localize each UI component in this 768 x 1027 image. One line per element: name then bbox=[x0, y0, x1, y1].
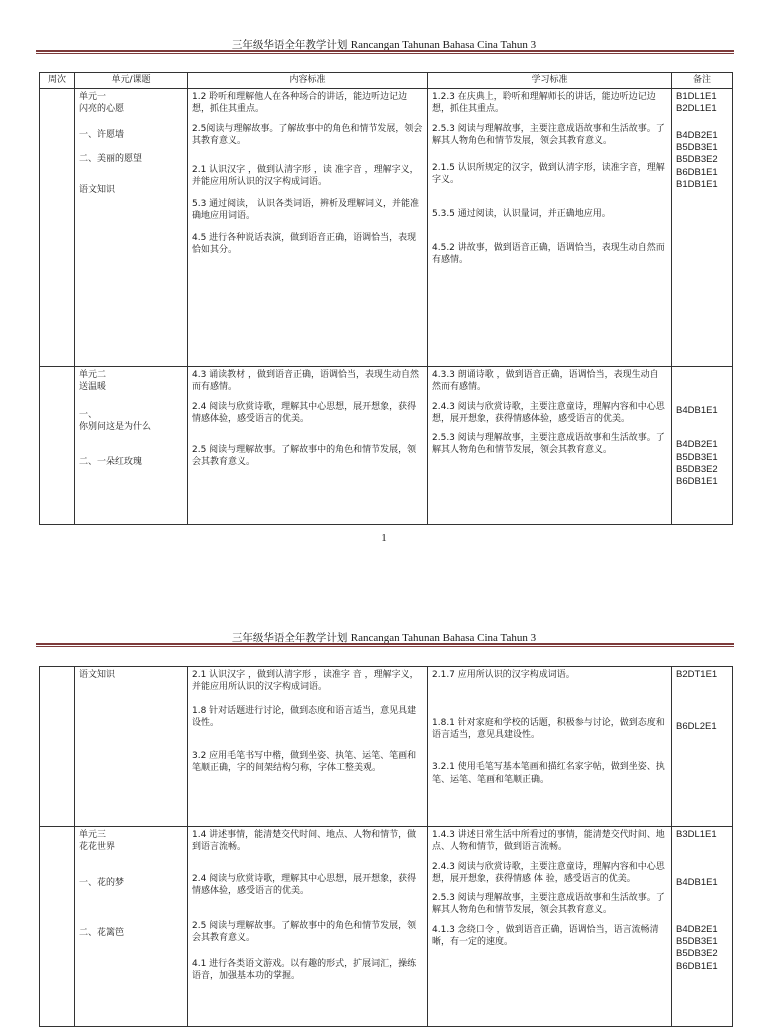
content-standard-cell bbox=[188, 89, 428, 367]
lesson-title: 语文知识 bbox=[79, 184, 116, 195]
learning-standard-entry: 2.5.3 阅读与理解故事，主要注意成语故事和生活故事。了解其人物角色和情节发展，领会其教育意义。 bbox=[432, 432, 665, 455]
learning-standard-entry: 2.4.3 阅读与欣赏诗歌，主要注意童诗，理解内容和中心思想，展开想象，获得情感体验，感受语言的优美。 bbox=[432, 402, 665, 425]
lesson-title: 二、美丽的愿望 bbox=[79, 154, 143, 165]
learning-standard-entry: 1.4.3 讲述日常生活中所看过的事情，能清楚交代时间、地点、人物和情节，做到语言流畅。 bbox=[432, 830, 665, 853]
learning-standard-entry: 1.8.1 针对家庭和学校的话题，积极参与讨论，做到态度和语言适当，意见具建设性。 bbox=[432, 718, 665, 741]
content-standard-entry: 2.1 认识汉字 ，做到认清字形 ，读 准字音 ，理解字义，并能应用所认识的汉字构成词语。 bbox=[192, 164, 419, 187]
lesson-title: 一、 bbox=[79, 410, 98, 421]
header-title-chinese: 三年级华语全年教学计划 bbox=[231, 632, 348, 644]
content-standard-cell bbox=[188, 367, 428, 525]
standard-code: B5DB3E2 bbox=[676, 154, 718, 166]
lesson-title: 语文知识 bbox=[79, 670, 116, 680]
learning-standard-cell bbox=[428, 89, 672, 367]
content-standard-entry: 2.4 阅读与欣赏诗歌，理解其中心思想，展开想象，获得情感体验，感受语言的优美。 bbox=[192, 402, 417, 425]
column-header-content-standard: 内容标准 bbox=[188, 73, 428, 89]
standard-code: B5DB3E1 bbox=[676, 142, 718, 154]
unit-title: 送温暖 bbox=[79, 382, 107, 393]
remarks-cell bbox=[672, 667, 733, 827]
learning-standard-entry: 4.1.3 念绕口令 ，做到语音正确，语调恰当，语言流畅清晰，有一定的速度。 bbox=[432, 924, 659, 947]
standard-code: B5DB3E1 bbox=[676, 936, 718, 948]
header-title-malay: Rancangan Tahunan Bahasa Cina Tahun 3 bbox=[350, 632, 537, 644]
header-rule bbox=[36, 643, 734, 647]
content-standard-cell bbox=[188, 667, 428, 827]
content-standard-entry: 1.4 讲述事情，能清楚交代时间、地点、人物和情节，做到语言流畅。 bbox=[192, 830, 417, 853]
table-row bbox=[40, 667, 733, 827]
learning-standard-cell bbox=[428, 827, 672, 1027]
standard-code: B4DB2E1 bbox=[676, 129, 718, 141]
standard-code: B6DL2E1 bbox=[676, 721, 717, 733]
content-standard-entry: 5.3 通过阅读， 认识各类词语，辨析及理解词义，并能准确地应用词语。 bbox=[192, 198, 420, 221]
learning-standard-entry: 2.1.7 应用所认识的汉字构成词语。 bbox=[432, 670, 575, 680]
week-cell bbox=[40, 667, 75, 827]
unit-title: 闪亮的心愿 bbox=[79, 104, 125, 115]
learning-standard-cell bbox=[428, 667, 672, 827]
column-header-learning-standard: 学习标准 bbox=[428, 73, 672, 89]
lesson-title: 一、花的梦 bbox=[79, 878, 125, 889]
content-standard-entry: 4.5 进行各种说话表演，做到语音正确，语调恰当，表现恰如其分。 bbox=[192, 233, 417, 256]
unit-number: 单元二 bbox=[79, 370, 107, 380]
standard-code: B4DB2E1 bbox=[676, 439, 718, 451]
standard-code: B4DB1E1 bbox=[676, 405, 718, 416]
standard-code: B2DL1E1 bbox=[676, 103, 717, 115]
unit-title: 花花世界 bbox=[79, 842, 116, 853]
content-standard-entry: 1.2 聆听和理解他人在各种场合的讲话，能边听边记边想，抓住其重点。 bbox=[192, 92, 408, 115]
table-row bbox=[40, 89, 733, 367]
unit-cell bbox=[75, 667, 188, 827]
learning-standard-entry: 3.2.1 使用毛笔写基本笔画和描红名家字帖，做到坐姿、执笔、运笔、笔画和笔顺正确。 bbox=[432, 762, 665, 785]
week-cell bbox=[40, 367, 75, 525]
remarks-cell bbox=[672, 367, 733, 525]
learning-standard-entry: 2.5.3 阅读与理解故事，主要注意成语故事和生活故事。了解其人物角色和情节发展，领会其教育意义。 bbox=[432, 892, 665, 915]
plan-table-page-1 bbox=[39, 72, 733, 525]
table-row bbox=[40, 367, 733, 525]
content-standard-entry: 1.8 针对话题进行讨论，做到态度和语言适当，意见具建设性。 bbox=[192, 706, 417, 729]
learning-standard-entry: 2.5.3 阅读与理解故事，主要注意成语故事和生活故事。了解其人物角色和情节发展，领会其教育意义。 bbox=[432, 124, 665, 147]
unit-cell bbox=[75, 827, 188, 1027]
header-title-malay: Rancangan Tahunan Bahasa Cina Tahun 3 bbox=[350, 39, 537, 51]
learning-standard-entry: 2.4.3 阅读与欣赏诗歌，主要注意童诗，理解内容和中心思想，展开想象，获得情感 体 验，感受语言的优美。 bbox=[432, 862, 665, 885]
week-cell bbox=[40, 89, 75, 367]
content-standard-cell bbox=[188, 827, 428, 1027]
learning-standard-entry: 4.5.2 讲故事，做到语音正确，语调恰当，表现生动自然而有感情。 bbox=[432, 242, 665, 266]
unit-number: 单元三 bbox=[79, 830, 107, 840]
standard-code: B6DB1E1 bbox=[676, 476, 718, 488]
standard-code: B5DB3E1 bbox=[676, 451, 718, 463]
lesson-title: 二、花篱笆 bbox=[79, 928, 125, 939]
content-standard-entry: 2.5 阅读与理解故事。了解故事中的角色和情节发展，领会其教育意义。 bbox=[192, 920, 417, 943]
standard-code: B5DB3E2 bbox=[676, 948, 718, 960]
standard-code: B1DL1E1 bbox=[676, 91, 717, 102]
content-standard-entry: 3.2 应用毛笔书写中楷，做到坐姿、执笔、运笔、笔画和笔顺正确，字的间架结构匀称，字体工整美观。 bbox=[192, 750, 417, 773]
standard-code: B4DB1E1 bbox=[676, 877, 718, 889]
standard-code: B6DB1E1 bbox=[676, 960, 718, 972]
content-standard-entry: 2.5阅读与理解故事。了解故事中的角色和情节发展，领会其教育意义。 bbox=[192, 124, 423, 147]
plan-table-page-2 bbox=[39, 666, 733, 1027]
standard-code: B2DT1E1 bbox=[676, 669, 718, 680]
content-standard-entry: 2.5 阅读与理解故事。了解故事中的角色和情节发展，领会其教育意义。 bbox=[192, 444, 417, 467]
table-header-row bbox=[40, 73, 733, 89]
learning-standard-entry: 1.2.3 在庆典上，聆听和理解师长的讲话，能边听边记边想，抓住其重点。 bbox=[432, 92, 656, 115]
page-number: 1 bbox=[381, 532, 387, 544]
table-row bbox=[40, 827, 733, 1027]
learning-standard-entry: 2.1.5 认识所规定的汉字，做到认清字形，读准字音，理解字义。 bbox=[432, 162, 665, 185]
week-cell bbox=[40, 827, 75, 1027]
standard-code: B5DB3E2 bbox=[676, 464, 718, 476]
unit-cell bbox=[75, 89, 188, 367]
header-rule bbox=[36, 50, 734, 54]
lesson-title: 你别问这是为什么 bbox=[79, 422, 152, 433]
column-header-week: 周次 bbox=[40, 73, 75, 89]
content-standard-entry: 2.1 认识汉字 ，做到认清字形 ，读准字 音 ，理解字义，并能应用所认识的汉字构成词语。 bbox=[192, 670, 419, 693]
content-standard-entry: 4.3 诵读教材 ，做到语音正确，语调恰当，表现生动自然而有感情。 bbox=[192, 370, 420, 393]
standard-code: B3DL1E1 bbox=[676, 829, 717, 840]
content-standard-entry: 2.4 阅读与欣赏诗歌，理解其中心思想，展开想象，获得情感体验，感受语言的优美。 bbox=[192, 874, 417, 897]
lesson-title: 一、许愿墙 bbox=[79, 130, 125, 141]
column-header-unit: 单元/课题 bbox=[75, 73, 188, 89]
column-header-remarks: 备注 bbox=[672, 73, 733, 89]
remarks-cell bbox=[672, 827, 733, 1027]
learning-standard-entry: 4.3.3 朗诵诗歌 ，做到语音正确，语调恰当，表现生动自然而有感情。 bbox=[432, 370, 659, 393]
unit-cell bbox=[75, 367, 188, 525]
unit-number: 单元一 bbox=[79, 92, 107, 102]
lesson-title: 二、一朵红玫瑰 bbox=[79, 456, 143, 467]
learning-standard-entry: 5.3.5 通过阅读，认识量词，并正确地应用。 bbox=[432, 208, 611, 219]
standard-code: B6DB1E1 bbox=[676, 166, 718, 178]
remarks-cell bbox=[672, 89, 733, 367]
learning-standard-cell bbox=[428, 367, 672, 525]
standard-code: B4DB2E1 bbox=[676, 923, 718, 935]
standard-code: B1DB1E1 bbox=[676, 179, 718, 191]
content-standard-entry: 4.1 进行各类语文游戏。以有趣的形式，扩展词汇，操练语音，加强基本功的掌握。 bbox=[192, 958, 417, 981]
header-title-chinese: 三年级华语全年教学计划 bbox=[231, 39, 348, 51]
